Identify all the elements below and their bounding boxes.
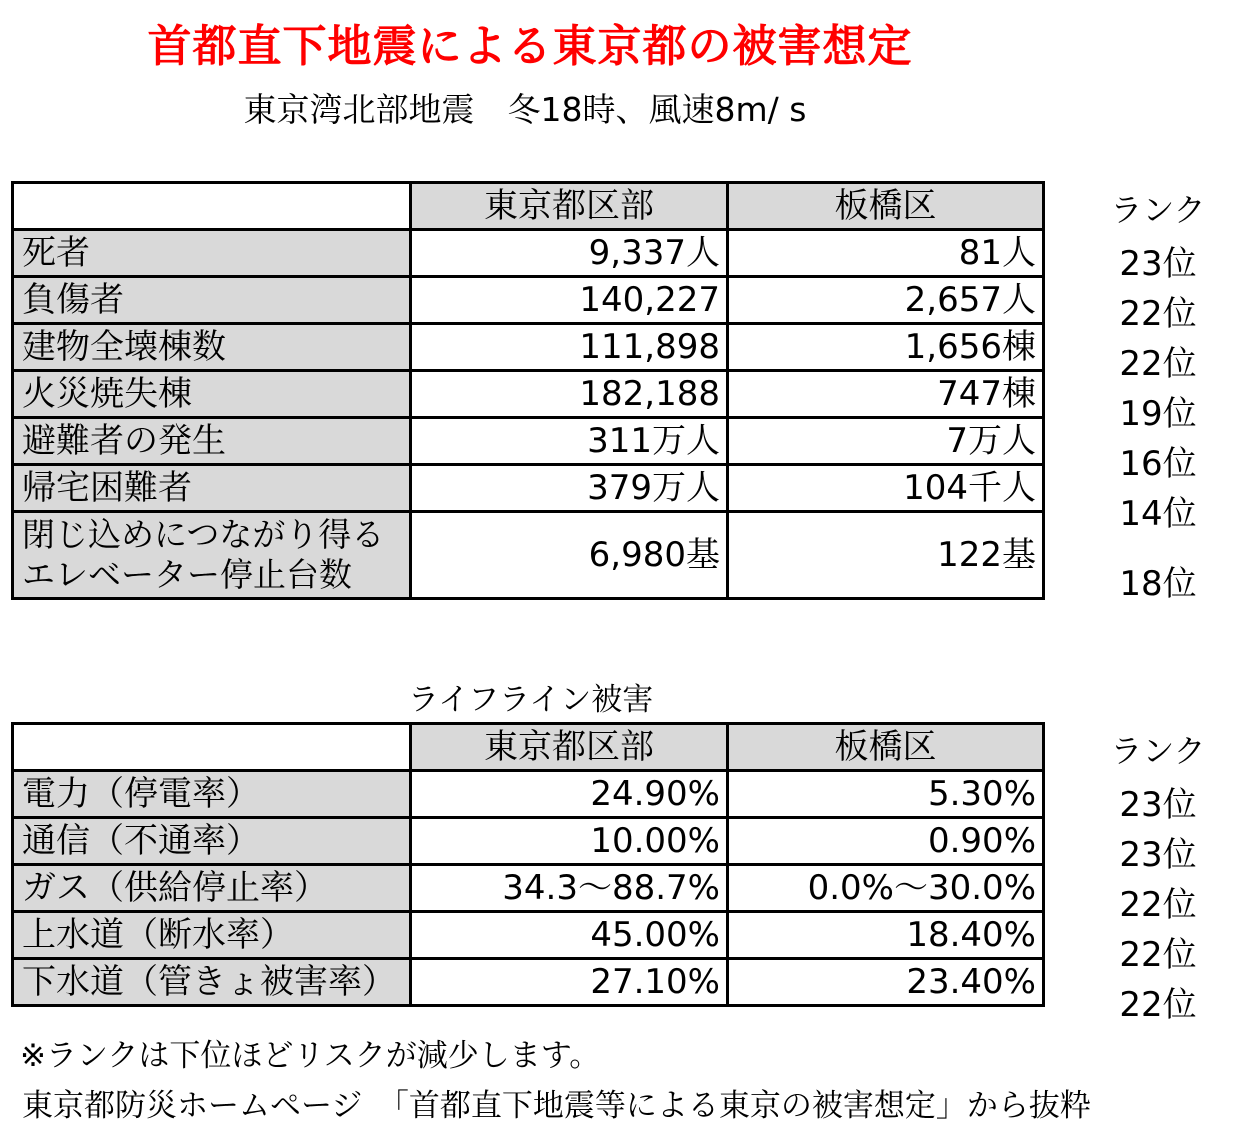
ward-value: 311万人 xyxy=(411,418,728,465)
table-row xyxy=(13,371,1044,418)
table-row xyxy=(13,959,1044,1006)
itabashi-value: 747棟 xyxy=(728,371,1044,418)
row-label: 通信（不通率） xyxy=(13,818,411,865)
row-label-line1: 閉じ込めにつながり得る xyxy=(22,515,385,554)
page-title: 首都直下地震による東京都の被害想定 xyxy=(147,21,913,72)
table-header-row xyxy=(13,724,1044,771)
table-header-row xyxy=(13,183,1044,230)
rank-value: 14位 xyxy=(1119,494,1197,534)
ward-value: 140,227 xyxy=(411,277,728,324)
table-row xyxy=(13,865,1044,912)
row-label: 避難者の発生 xyxy=(13,418,411,465)
table-row xyxy=(13,230,1044,277)
rank-value: 22位 xyxy=(1119,985,1197,1025)
page-subtitle: 東京湾北部地震 冬18時、風速8m/ s xyxy=(243,90,807,129)
row-label: 下水道（管きょ被害率） xyxy=(13,959,411,1006)
rank-value: 23位 xyxy=(1119,785,1197,825)
row-label: 火災焼失棟 xyxy=(13,371,411,418)
header-blank-cell xyxy=(13,724,411,771)
ward-value: 27.10% xyxy=(411,959,728,1006)
column-header-itabashi: 板橋区 xyxy=(728,183,1044,230)
itabashi-value: 104千人 xyxy=(728,465,1044,512)
rank-value: 22位 xyxy=(1119,294,1197,334)
rank-header: ランク xyxy=(1110,732,1206,770)
row-label: 電力（停電率） xyxy=(13,771,411,818)
rank-value: 22位 xyxy=(1119,344,1197,384)
ward-value: 182,188 xyxy=(411,371,728,418)
lifeline-table xyxy=(11,722,1045,1007)
table-row xyxy=(13,465,1044,512)
ward-value: 111,898 xyxy=(411,324,728,371)
rank-header: ランク xyxy=(1110,191,1206,229)
column-header-itabashi: 板橋区 xyxy=(728,724,1044,771)
itabashi-value: 0.0%～30.0% xyxy=(728,865,1044,912)
row-label-line2: エレベーター停止台数 xyxy=(22,555,352,594)
table-row xyxy=(13,512,1044,599)
ward-value: 9,337人 xyxy=(411,230,728,277)
column-header-ward: 東京都区部 xyxy=(411,183,728,230)
itabashi-value: 18.40% xyxy=(728,912,1044,959)
row-label: 死者 xyxy=(13,230,411,277)
rank-value: 16位 xyxy=(1119,444,1197,484)
itabashi-value: 0.90% xyxy=(728,818,1044,865)
ward-value: 45.00% xyxy=(411,912,728,959)
rank-value: 22位 xyxy=(1119,885,1197,925)
table-row xyxy=(13,418,1044,465)
damage-table xyxy=(11,181,1045,600)
row-label: 建物全壊棟数 xyxy=(13,324,411,371)
source-citation: 東京都防災ホームページ 「首都直下地震等による東京の被害想定」から抜粋 xyxy=(22,1088,1091,1124)
row-label-two-line xyxy=(13,512,411,599)
rank-value: 19位 xyxy=(1119,394,1197,434)
header-blank-cell xyxy=(13,183,411,230)
table-row xyxy=(13,771,1044,818)
ward-value: 34.3～88.7% xyxy=(411,865,728,912)
itabashi-value: 23.40% xyxy=(728,959,1044,1006)
itabashi-value: 2,657人 xyxy=(728,277,1044,324)
itabashi-value: 1,656棟 xyxy=(728,324,1044,371)
itabashi-value: 81人 xyxy=(728,230,1044,277)
row-label: 帰宅困難者 xyxy=(13,465,411,512)
itabashi-value: 122基 xyxy=(728,512,1044,599)
row-label: 上水道（断水率） xyxy=(13,912,411,959)
rank-value: 18位 xyxy=(1119,564,1197,604)
rank-value: 23位 xyxy=(1119,835,1197,875)
row-label: 負傷者 xyxy=(13,277,411,324)
table-row xyxy=(13,324,1044,371)
table-row xyxy=(13,912,1044,959)
itabashi-value: 5.30% xyxy=(728,771,1044,818)
rank-value: 22位 xyxy=(1119,935,1197,975)
rank-note: ※ランクは下位ほどリスクが減少します。 xyxy=(20,1038,601,1074)
itabashi-value: 7万人 xyxy=(728,418,1044,465)
table-row xyxy=(13,277,1044,324)
rank-value: 23位 xyxy=(1119,244,1197,284)
ward-value: 24.90% xyxy=(411,771,728,818)
lifeline-title: ライフライン被害 xyxy=(408,682,654,718)
row-label: ガス（供給停止率） xyxy=(13,865,411,912)
table-row xyxy=(13,818,1044,865)
ward-value: 379万人 xyxy=(411,465,728,512)
ward-value: 10.00% xyxy=(411,818,728,865)
column-header-ward: 東京都区部 xyxy=(411,724,728,771)
ward-value: 6,980基 xyxy=(411,512,728,599)
